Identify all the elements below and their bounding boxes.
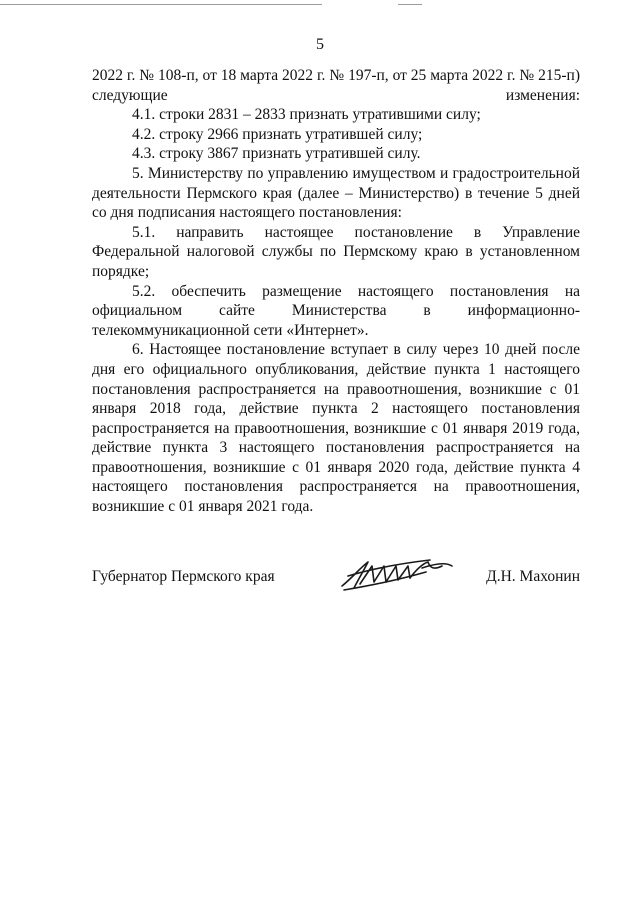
handwritten-signature [338, 554, 456, 594]
paragraph-4-3: 4.3. строку 3867 признать утратившей силу. [132, 145, 421, 163]
paragraph-5: 5. Министерству по управлению имуществом и градостроительной деятельности Пермского края (далее – Министерство) в течение 5 дней со дня подписания настоящего постановления: [92, 164, 580, 222]
document-body [92, 66, 580, 517]
signatory-title: Губернатор Пермского края [92, 568, 275, 585]
paragraph-4-2: 4.2. строку 2966 признать утратившей силу; [132, 125, 423, 143]
paragraph-changes-intro: 2022 г. № 108-п, от 18 марта 2022 г. № 197-п, от 25 марта 2022 г. № 215-п) следующие изменения: [92, 67, 580, 104]
signature-block [92, 568, 580, 608]
paragraph-6: 6. Настоящее постановление вступает в силу через 10 дней после дня его официального опубликования, действие пункта 1 настоящего постановления распространяется на правоотношения, возникшие с 01 января 2018 года, действие пункта 2 настоящего постановления распространяется на правоотношения, возникшие с 01 января 2019 года, действие пункта 3 настоящего постановления распространяется на правоотношения, возникшие с 01 января 2020 года, действие пункта 4 настоящего постановления распространяется на правоотношения, возникшие с 01 января 2021 года. [92, 341, 580, 516]
top-rule-right [398, 4, 422, 5]
paragraph-5-2: 5.2. обеспечить размещение настоящего постановления на официальном сайте Министерства в информационно-телекоммуникационной сети «Интернет». [92, 282, 580, 339]
signatory-name: Д.Н. Махонин [486, 568, 580, 585]
page-number: 5 [316, 36, 324, 53]
top-rule-left [0, 4, 322, 5]
paragraph-4-1: 4.1. строки 2831 – 2833 признать утратившими силу; [132, 106, 481, 124]
paragraph-5-1: 5.1. направить настоящее постановление в Управление Федеральной налоговой службы по Пермскому краю в установленном порядке; [92, 223, 580, 280]
